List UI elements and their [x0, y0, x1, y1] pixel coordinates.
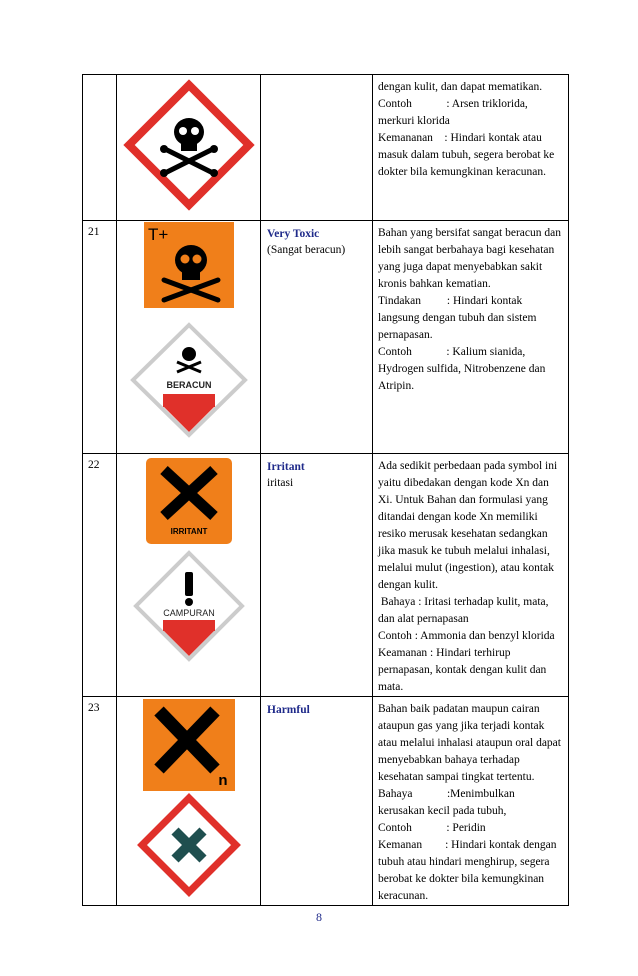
name-cell: [261, 697, 373, 906]
name-cell: [261, 221, 373, 454]
hazard-name-id: iritasi: [267, 477, 294, 489]
hazard-name: Irritant: [267, 461, 305, 473]
tplus-label: T+: [147, 225, 168, 244]
name-cell: [261, 75, 373, 221]
desc-line: masuk dalam tubuh, segera berobat ke: [378, 149, 555, 161]
desc-line: Bahan yang bersifat sangat beracun dan: [378, 227, 561, 239]
desc-line: Bahaya : Iritasi terhadap kulit, mata,: [378, 596, 549, 608]
hazard-name: Very Toxic: [267, 228, 320, 240]
xn-letter: n: [217, 772, 228, 789]
desc-line: yang juga dapat menyebabkan sakit: [378, 261, 543, 273]
irritant-label: IRRITANT: [170, 527, 207, 536]
desc-line: langsung dengan tubuh dan sistem: [378, 312, 537, 324]
desc-line: ditandai dengan kode Xn memiliki: [378, 511, 538, 523]
symbol-cell: [117, 75, 261, 221]
harmful-orange-xn-icon: [143, 699, 235, 791]
desc-line: Contoh : Kalium sianida,: [378, 346, 526, 358]
table-row: [83, 75, 569, 221]
desc-line: resiko merusak kesehatan sedangkan: [378, 528, 548, 540]
symbol-cell: [117, 454, 261, 697]
desc-line: kesehatan sampai tingkat tertentu.: [378, 771, 535, 783]
desc-line: dengan kulit.: [378, 579, 439, 591]
skull-crossbones-diamond-icon: [119, 77, 259, 217]
desc-line: Keamanan : Hindari terhirup: [378, 647, 511, 659]
desc-line: Hydrogen sulfida, Nitrobenzene dan: [378, 363, 546, 375]
desc-line: ataupun gas yang jika terjadi kontak: [378, 720, 545, 732]
desc-line: dokter bila kemungkinan keracunan.: [378, 166, 546, 178]
desc-line: tubuh atau hindari menghirup, segera: [378, 856, 550, 868]
desc-line: Kemanan : Hindari kontak dengan: [378, 839, 557, 851]
desc-line: Bahaya :Menimbulkan: [378, 788, 515, 800]
desc-line: jika masuk ke tubuh melalui inhalasi,: [378, 545, 550, 557]
table-row: [83, 221, 569, 454]
harmful-x-diamond-icon: [137, 793, 241, 897]
desc-line: dan alat pernapasan: [378, 613, 469, 625]
desc-line: mata.: [378, 681, 404, 693]
desc-line: Contoh : Arsen triklorida,: [378, 98, 528, 110]
desc-line: pernapasan.: [378, 329, 433, 341]
campuran-exclamation-diamond-icon: [133, 550, 245, 662]
desc-line: Atripin.: [378, 380, 415, 392]
description-cell: [373, 221, 569, 454]
desc-line: dengan kulit, dan dapat mematikan.: [378, 81, 543, 93]
row-number: 22: [83, 454, 117, 697]
page-number: 8: [316, 910, 322, 924]
desc-line: merkuri klorida: [378, 115, 450, 127]
very-toxic-orange-skull-icon: [144, 222, 234, 308]
table-row: [83, 697, 569, 906]
name-cell: [261, 454, 373, 697]
campuran-label: CAMPURAN: [162, 608, 215, 618]
desc-line: menyebabkan bahaya terhadap: [378, 754, 520, 766]
desc-line: lebih sangat berbahaya bagi kesehatan: [378, 244, 555, 256]
description-cell: [373, 697, 569, 906]
desc-line: melalui mulut (ingestion), atau kontak: [378, 562, 554, 574]
desc-line: Kemananan : Hindari kontak atau: [378, 132, 542, 144]
desc-line: kerusakan kecil pada tubuh,: [378, 805, 507, 817]
symbol-cell: [117, 221, 261, 454]
row-number: [83, 75, 117, 221]
desc-line: Bahan baik padatan maupun cairan: [378, 703, 540, 715]
desc-line: Contoh : Peridin: [378, 822, 486, 834]
desc-line: Ada sedikit perbedaan pada symbol ini: [378, 460, 558, 472]
description-cell: [373, 454, 569, 697]
row-number: 21: [83, 221, 117, 454]
hazard-name-id: (Sangat beracun): [267, 244, 346, 256]
beracun-diamond-icon: [129, 322, 249, 438]
desc-line: keracunan.: [378, 890, 429, 902]
irritant-orange-x-icon: [146, 458, 232, 544]
desc-line: yaitu dibedakan dengan kode Xn dan: [378, 477, 549, 489]
desc-line: kronis bahkan kematian.: [378, 278, 491, 290]
desc-line: Contoh : Ammonia dan benzyl klorida: [378, 630, 555, 642]
hazard-name: Harmful: [267, 704, 310, 716]
description-cell: [373, 75, 569, 221]
desc-line: atau melalui inhalasi ataupun oral dapat: [378, 737, 561, 749]
table-row: [83, 454, 569, 697]
desc-line: pernapasan, kontak dengan kulit dan: [378, 664, 547, 676]
hazard-table: [82, 74, 569, 906]
desc-line: berobat ke dokter bila kemungkinan: [378, 873, 545, 885]
desc-line: Tindakan : Hindari kontak: [378, 295, 523, 307]
symbol-cell: [117, 697, 261, 906]
desc-line: Xi. Untuk Bahan dan formulasi yang: [378, 494, 548, 506]
row-number: 23: [83, 697, 117, 906]
beracun-label: BERACUN: [166, 380, 211, 390]
